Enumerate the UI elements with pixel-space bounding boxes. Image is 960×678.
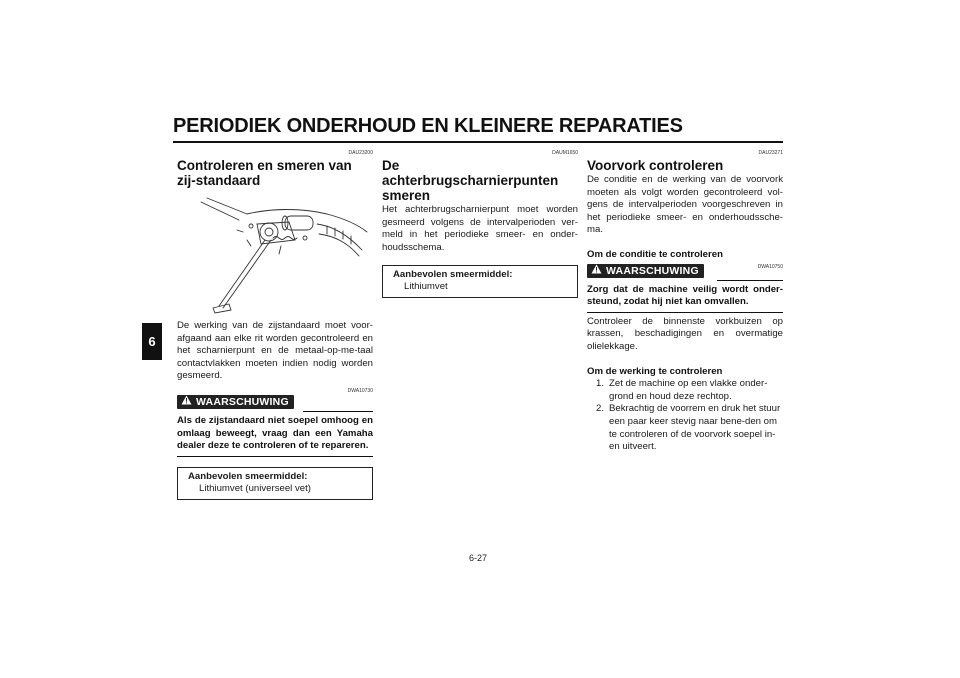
warning-label: WAARSCHUWING [196, 395, 289, 408]
step-text: Bekrachtig de voorrem en druk het stuur een paar keer stevig naar bene-den om te controleren of de voorvork soepel in- en uitveert. [609, 403, 781, 453]
section-title-sidestand: Controleren en smeren van zij-standaard [177, 158, 352, 188]
warning-text: Als de zijstandaard niet soepel omhoog en omlaag beweegt, vraag dan een Yamaha dealer deze te controleren of te repareren. [177, 414, 373, 452]
subheading-operation: Om de werking te controleren [587, 365, 723, 377]
warning-triangle-icon [181, 395, 192, 408]
step-text: Zet de machine op een vlakke onder-grond en houd deze rechtop. [609, 378, 768, 402]
chapter-tab[interactable]: 6 [142, 323, 162, 360]
lubricant-box [177, 467, 373, 500]
section-title-swingarm: De achterbrugscharnierpunten smeren [382, 158, 559, 203]
warning-badge [177, 395, 294, 409]
body-text: De conditie en de werking van de voorvork moeten als volgt worden gecontroleerd vol-gens de intervalperioden voorgeschreven in het periodieke smeer- en onderhoudssche-ma. [587, 174, 783, 236]
lubricant-value: Lithiumvet (universeel vet) [199, 482, 311, 494]
header-rule [173, 141, 783, 143]
warning-bottom-rule [587, 312, 783, 313]
step-number: 2. [595, 403, 604, 415]
page-header-title: PERIODIEK ONDERHOUD EN KLEINERE REPARATIES [173, 115, 683, 137]
warning-top-rule [717, 280, 783, 281]
warning-bottom-rule [177, 456, 373, 457]
section-code: DAU23271 [758, 150, 783, 156]
warning-code: DWA10730 [347, 387, 373, 394]
column-front-fork [587, 150, 783, 454]
warning-header [587, 264, 783, 278]
lubricant-box [382, 265, 578, 298]
body-text-inspection: Controleer de binnenste vorkbuizen op krassen, beschadigingen en overmatige olielekkage. [587, 315, 783, 352]
step-number: 1. [595, 378, 604, 390]
subheading-condition: Om de conditie te controleren [587, 248, 723, 260]
section-code: DAU23200 [348, 150, 373, 156]
warning-top-rule [303, 411, 373, 412]
sidestand-illustration [177, 194, 373, 316]
column-swingarm [382, 150, 578, 298]
warning-text: Zorg dat de machine veilig wordt onder-steund, zodat hij niet kan omvallen. [587, 283, 783, 308]
warning-badge [587, 264, 704, 278]
lubricant-value: Lithiumvet [404, 281, 448, 293]
section-code: DAUM1650 [552, 150, 578, 156]
body-text: De werking van de zijstandaard moet voor-afgaand aan elke rit worden gecontroleerd en het scharnierpunt en de metaal-op-me-taal contactvlakken moeten indien nodig worden gesmeerd. [177, 320, 373, 382]
lubricant-title: Aanbevolen smeermiddel: [188, 470, 308, 482]
lubricant-title: Aanbevolen smeermiddel: [393, 269, 513, 281]
warning-header [177, 395, 373, 409]
list-item [587, 378, 783, 403]
section-title-front-fork: Voorvork controleren [587, 158, 724, 173]
warning-code: DWA10750 [757, 263, 783, 270]
page-number: 6-27 [469, 553, 488, 563]
steps-list [587, 378, 783, 454]
list-item [587, 403, 783, 453]
column-sidestand [177, 150, 373, 500]
warning-label: WAARSCHUWING [606, 264, 699, 277]
body-text: Het achterbrugscharnierpunt moet worden gesmeerd volgens de intervalperioden ver-meld in het periodieke smeer- en onder-houdsschema. [382, 204, 578, 253]
warning-triangle-icon [591, 264, 602, 277]
